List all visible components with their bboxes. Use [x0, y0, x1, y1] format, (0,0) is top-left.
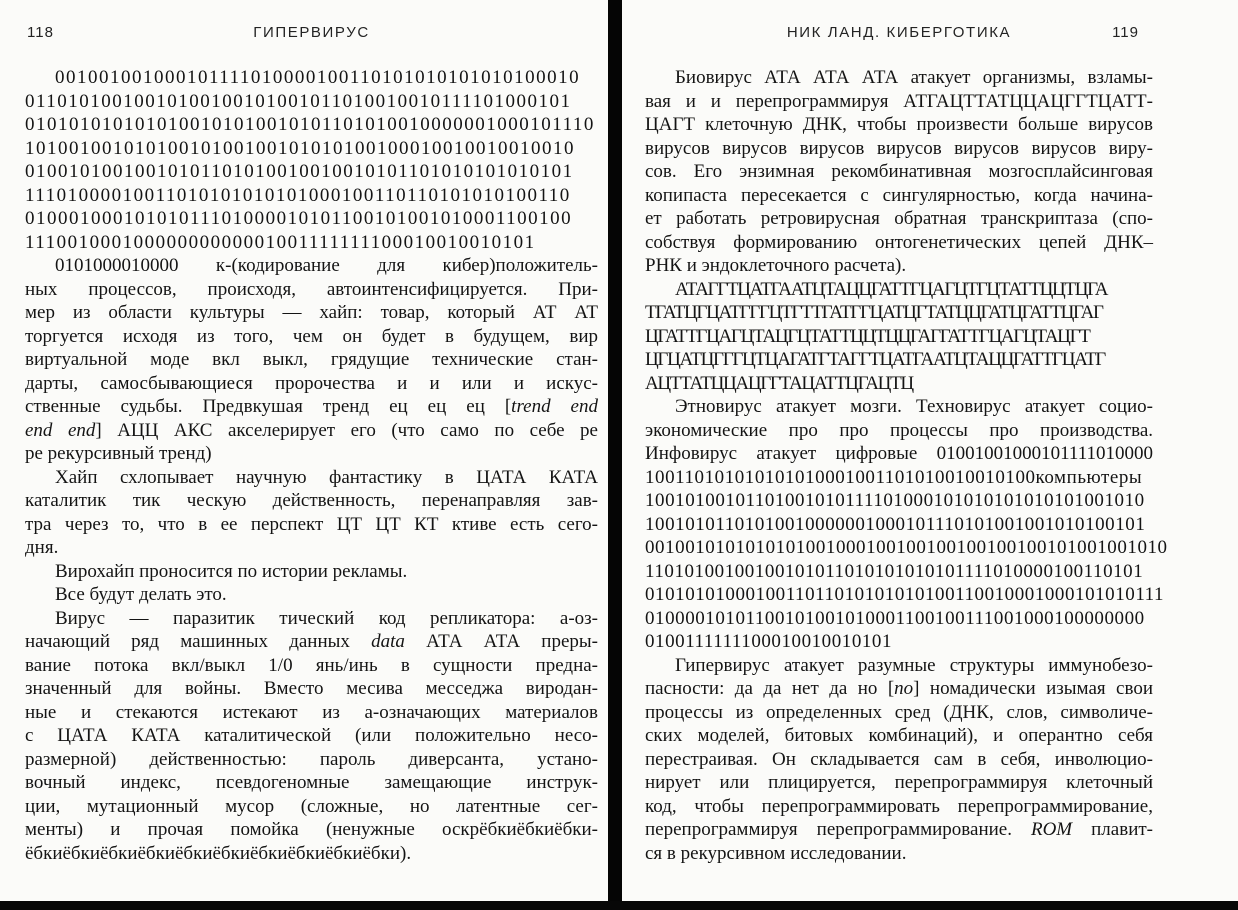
text-line: 001001001000101111010000100110101010101010100010 — [55, 67, 581, 88]
text-line: код, чтобы перепрограммировать перепрограммирование, — [645, 795, 1153, 817]
text-line: перестраивая. Он складывается сам в себя, инволюцио- — [645, 748, 1153, 770]
paragraph — [25, 583, 598, 607]
text-line: Этновирус атакует мозги. Техновирус атакует социо- — [675, 396, 1153, 417]
text-line: 10100100101010010100100101010100100010010010010010 — [25, 137, 575, 159]
text-line: 10010100101101001010111101000101010101010101001010 — [645, 490, 1145, 511]
text-line: вирусов вирусов вирусов вирусов вирусов вирусов виру- — [645, 137, 1153, 159]
text-line: ёбкиёбкиёбкиёбкиёбкиёбкиёбкиёбкиёбкиёбки). — [25, 842, 412, 864]
text-line: значенный для войны. Вместо месива месседжа виродан- — [25, 678, 598, 699]
text-line: ЦГАТТГЦАГЦТАЦГЦТАТТЦЦТЦЦГАГГАТТГЦАГЦТАЦГТ — [645, 325, 1090, 347]
right-text-column — [645, 66, 1168, 865]
text-line: торгуется исходя из того, чем он будет в будущем, вир — [25, 325, 598, 347]
text-line: Вирохайп проносится по истории рекламы. — [55, 560, 408, 582]
text-line: 0101010101010100101010010101101010010000001000101110 — [25, 114, 595, 135]
text-line: начающий ряд машинных данных data АТА АТА преры- — [25, 631, 599, 652]
book-gutter — [608, 0, 622, 910]
text-line: ЦАГТ клеточную ДНК, чтобы произвести больше вирусов — [645, 114, 1153, 135]
right-page — [622, 0, 1238, 910]
paragraph — [25, 254, 598, 466]
text-line: собствуя формированию онтогенетических цепей ДНК– — [645, 231, 1153, 253]
text-line: мер из области культуры — хайп: товар, который АТ АТ — [25, 302, 598, 323]
text-line: ских моделей, битовых комбинаций), и оперантно себя — [645, 725, 1153, 746]
left-running-header: ГИПЕРВИРУС — [253, 24, 370, 41]
text-line: 01000010101100101001010001100100111001000100000000 — [645, 607, 1145, 629]
paragraph — [645, 395, 1168, 654]
text-line: вая и и перепрограммируя АТГАЦТТАТЦЦАЦГГТЦАТТ- — [645, 90, 1153, 112]
text-line: 01000100010101011101000010101100101001010001100100 — [25, 208, 573, 229]
text-line: ственные судьбы. Предвкушая тренд ец ец ец [trend end — [25, 396, 598, 417]
text-line: нирует или плицируется, перепрограммируя клеточный — [645, 772, 1153, 793]
text-line: ных процессов, происходя, автоинтенсифицируется. При- — [25, 278, 598, 300]
text-line: каталитик тик ческую действенность, перенаправляя зав- — [25, 490, 598, 511]
text-line: экономические про про процессы про производства. — [645, 419, 1153, 441]
text-line: менты) и прочая помойка (ненужные оскрёбкиёбкиёбки- — [25, 819, 598, 840]
text-line: 01101010010010100100101001011010010010111101000101 — [25, 90, 572, 112]
text-line: сов. Его энзимная рекомбинативная мозгосплайсинговая — [645, 161, 1153, 182]
text-line: ции, мутационный мусор (сложные, но латентные сег- — [25, 795, 598, 817]
paragraph — [645, 278, 1153, 396]
text-line: пасности: да да нет да но [по] номадически изымая свои — [645, 678, 1153, 699]
text-line: вочный индекс, псевдогеномные замещающие инструк- — [25, 772, 598, 793]
paragraph — [25, 466, 598, 560]
text-line: 0101010100010011011010101010100110010001000101010111 — [645, 584, 1165, 605]
paragraph — [25, 66, 598, 254]
text-line: Гипервирус атакует разумные структуры иммунобезо- — [675, 654, 1153, 676]
scan-edge-artifact — [0, 901, 1238, 910]
text-line: 11100100010000000000001001111111100010010010101 — [25, 231, 536, 253]
right-page-header — [645, 24, 1153, 44]
right-running-header: НИК ЛАНД. КИБЕРГОТИКА — [786, 24, 1012, 41]
text-line: 0010010101010101001000100100100100100100101001001010 — [645, 537, 1168, 558]
text-line: ЦГЦАТЦГГГЦТЦАГАТГТАГГТЦАТГААТЦТАЦЦГАТТГЦАТГ — [645, 349, 1105, 370]
text-line: перепрограммируя перепрограммирование. ROM плавит- — [645, 819, 1153, 840]
right-page-number: 119 — [1112, 24, 1139, 41]
text-line: РНК и эндоклеточного расчета). — [645, 255, 907, 276]
text-line: 10010101101010010000001000101110101001001010100101 — [645, 513, 1146, 535]
text-line: Все будут делать это. — [55, 584, 227, 605]
text-line: виртуальной моде вкл выкл, грядущие технические стан- — [25, 349, 598, 370]
text-line: 01001010010010101101010010010010101101010101010101 — [25, 161, 574, 182]
text-line: Инфовирус атакует цифровые 01001001000101111010000 — [645, 443, 1153, 464]
text-line: размерной) действенностью: пароль диверсанта, устано- — [25, 748, 598, 770]
text-line: вание потока вкл/выкл 1/0 янь/инь в сущности предна- — [25, 654, 598, 676]
text-line: АЦТТАТЦЦАЦГГТАЦАТТЦГАЦТЦ — [645, 372, 913, 394]
text-line: дарты, самосбывающиеся пророчества и и или и искус- — [25, 372, 598, 394]
text-line: Биовирус АТА АТА АТА атакует организмы, взламы- — [675, 67, 1153, 88]
text-line: копипаста пересекается с сингулярностью, когда начина- — [645, 184, 1153, 206]
text-line: АТАГГТЦАТГААТЦТАЦЦГАТТГЦАГЦТГЦТАТТЦЦТЦГА — [675, 278, 1108, 300]
text-line: ТГАТЦГЦАТГГГЦТГТТГАТГГЦАТЦГТАТЦЦГАТЦГАТТЦГАГ — [645, 302, 1103, 323]
text-line: ные и стекаются истекают из а-означающих материалов — [25, 701, 598, 723]
text-line: 100110101010101010001001101010010010100компьютеры — [645, 466, 1143, 488]
text-line: ет работать ретровирусная обратная транскриптаза (спо- — [645, 208, 1153, 229]
text-line: тра через то, что в ее перспект ЦТ ЦТ КТ ктиве есть сего- — [25, 513, 598, 535]
left-page — [0, 0, 608, 910]
text-line: end end] АЦЦ АКС акселерирует его (что само по себе ре — [25, 419, 598, 441]
text-line: Хайп схлопывает научную фантастику в ЦАТА КАТА — [55, 466, 598, 488]
left-page-number: 118 — [27, 24, 54, 41]
paragraph — [25, 560, 598, 584]
text-line: ся в рекурсивном исследовании. — [645, 842, 907, 864]
text-line: 11010100100100101011010101010101111010000100110101 — [645, 560, 1144, 582]
text-line: ре рекурсивный тренд) — [25, 443, 212, 464]
text-line: с ЦАТА КАТА каталитической (или положительно несо- — [25, 725, 598, 746]
text-line: 0100111111100010010010101 — [645, 631, 893, 652]
left-text-column — [25, 66, 598, 865]
text-line: процессы из определенных сред (ДНК, слов, символиче- — [645, 701, 1153, 723]
paragraph — [25, 607, 598, 866]
text-line: дня. — [25, 537, 59, 558]
left-page-header — [25, 24, 598, 44]
text-line: 11101000010011010101010101000100110110101010100110 — [25, 184, 571, 206]
paragraph — [645, 654, 1153, 866]
text-line: 0101000010000 к-(кодирование для кибер)положитель- — [55, 255, 598, 276]
text-line: Вирус — паразитик тический код репликатора: а-оз- — [55, 607, 598, 629]
paragraph — [645, 66, 1153, 278]
